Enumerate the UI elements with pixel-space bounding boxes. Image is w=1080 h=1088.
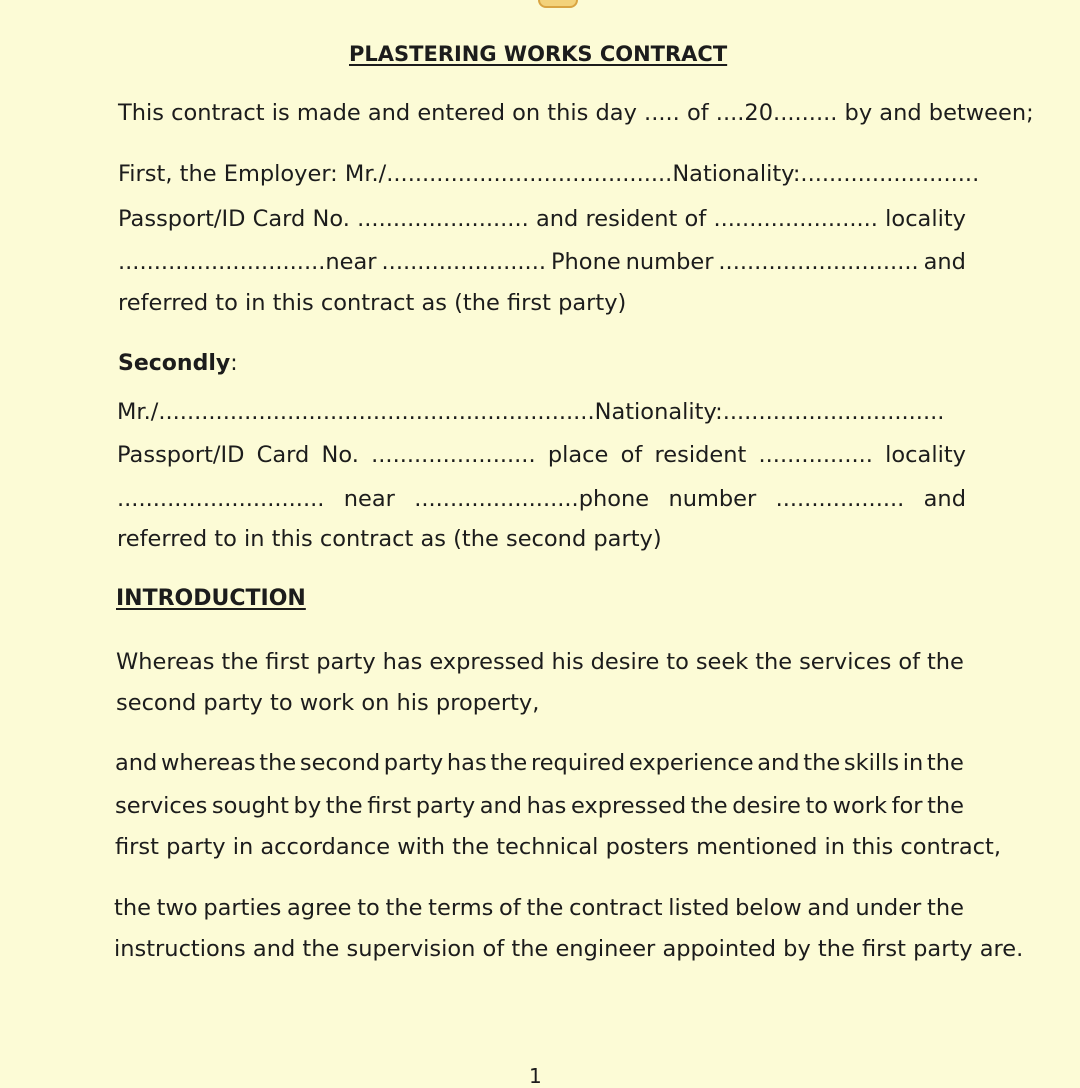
word: second	[299, 750, 381, 776]
word: work	[832, 793, 888, 819]
word: the	[490, 750, 528, 776]
word: for	[891, 793, 923, 819]
word: .............................	[117, 486, 325, 512]
secondly-heading-colon: :	[230, 351, 238, 376]
word: ..................	[775, 486, 905, 512]
word: near	[343, 486, 395, 512]
word: has	[382, 649, 423, 675]
word: required	[530, 750, 626, 776]
word: resident	[585, 206, 678, 232]
word: locality	[885, 206, 966, 232]
first-party-line-1	[118, 161, 980, 187]
word: the	[325, 793, 363, 819]
introduction-heading: INTRODUCTION	[116, 586, 306, 611]
intro-para2-line-1	[115, 752, 964, 775]
word: contract	[569, 895, 663, 921]
word: the	[690, 793, 728, 819]
word: number	[668, 486, 757, 512]
word: .......................	[371, 442, 536, 468]
word: and	[479, 793, 523, 819]
word: party	[383, 750, 444, 776]
word: and	[115, 750, 158, 776]
logo-emblem	[538, 0, 578, 8]
word: the	[259, 750, 297, 776]
word: has	[526, 793, 567, 819]
word: Card	[256, 442, 310, 468]
word: desire	[590, 649, 660, 675]
first-party-line-4: referred to in this contract as (the first party)	[118, 290, 627, 316]
first-party-line-2	[118, 208, 966, 231]
word: under	[855, 895, 922, 921]
word: agree	[287, 895, 352, 921]
word: sought	[211, 793, 289, 819]
word: locality	[885, 442, 966, 468]
word: expressed	[570, 793, 687, 819]
word: in	[902, 750, 924, 776]
word: listed	[668, 895, 730, 921]
word: .............................near	[118, 249, 377, 275]
word: his	[551, 649, 584, 675]
intro-para1-line-1	[116, 651, 964, 674]
word: to	[666, 649, 689, 675]
word: .......................	[381, 249, 547, 275]
intro-line: This contract is made and entered on this day ..... of ....20......... by and between;	[118, 100, 1034, 126]
word: number	[625, 249, 714, 275]
word: the	[385, 895, 423, 921]
word: of	[684, 206, 707, 232]
word: to	[357, 895, 380, 921]
word: desire	[732, 793, 801, 819]
word: of	[898, 649, 921, 675]
word: the	[526, 895, 564, 921]
word: services	[115, 793, 208, 819]
word: of	[499, 895, 521, 921]
word: seek	[695, 649, 749, 675]
word: and	[807, 895, 850, 921]
word: Passport/ID	[117, 442, 245, 468]
word: the	[803, 750, 841, 776]
word: below	[735, 895, 802, 921]
word: Phone	[550, 249, 621, 275]
word: the	[926, 750, 964, 776]
word: ................	[758, 442, 873, 468]
word: .......................phone	[414, 486, 650, 512]
word: parties	[203, 895, 282, 921]
word: and	[923, 486, 966, 512]
word: by	[293, 793, 322, 819]
intro-para3-line-2: instructions and the supervision of the engineer appointed by the first party are.	[114, 936, 1024, 962]
document-title: PLASTERING WORKS CONTRACT	[349, 42, 728, 66]
word: and	[535, 206, 579, 232]
word: the	[926, 649, 964, 675]
word: ............................	[718, 249, 919, 275]
word: the	[114, 895, 151, 921]
word: has	[446, 750, 487, 776]
word: first	[265, 649, 310, 675]
word: the	[927, 895, 964, 921]
word: resident	[654, 442, 747, 468]
second-party-line-3	[117, 488, 966, 511]
intro-para3-line-1	[114, 897, 964, 920]
intro-para2-line-3: first party in accordance with the technical posters mentioned in this contract,	[115, 834, 1002, 860]
word: Passport/ID	[118, 206, 246, 232]
word: first	[367, 793, 412, 819]
word: First, the Employer: Mr./........................................Nationality:.........................	[118, 161, 980, 187]
word: terms	[428, 895, 494, 921]
word: No.	[312, 206, 350, 232]
word: ........................	[357, 206, 529, 232]
word: experience	[628, 750, 754, 776]
word: two	[156, 895, 198, 921]
word: Whereas	[116, 649, 215, 675]
word: expressed	[429, 649, 545, 675]
word: skills	[843, 750, 900, 776]
word: party	[316, 649, 376, 675]
word: the	[755, 649, 793, 675]
word: the	[927, 793, 964, 819]
second-party-line-2	[117, 444, 966, 467]
secondly-heading	[118, 351, 238, 376]
word: services	[799, 649, 892, 675]
intro-para1-line-2: second party to work on his property,	[116, 690, 540, 716]
word: and	[923, 249, 966, 275]
intro-para2-line-2	[115, 795, 964, 818]
word: party	[415, 793, 476, 819]
word: the	[221, 649, 259, 675]
word: .......................	[713, 206, 878, 232]
second-party-line-4: referred to in this contract as (the second party)	[117, 526, 662, 552]
page-number: 1	[529, 1064, 542, 1088]
word: place	[547, 442, 609, 468]
word: to	[805, 793, 829, 819]
second-party-line-1: Mr./.............................................................Nationality:...............................	[117, 399, 945, 425]
word: of	[620, 442, 643, 468]
word: whereas	[161, 750, 256, 776]
word: and	[757, 750, 800, 776]
first-party-line-3	[118, 251, 966, 274]
word: Card	[252, 206, 306, 232]
secondly-heading-text: Secondly	[118, 351, 231, 376]
word: No.	[321, 442, 359, 468]
